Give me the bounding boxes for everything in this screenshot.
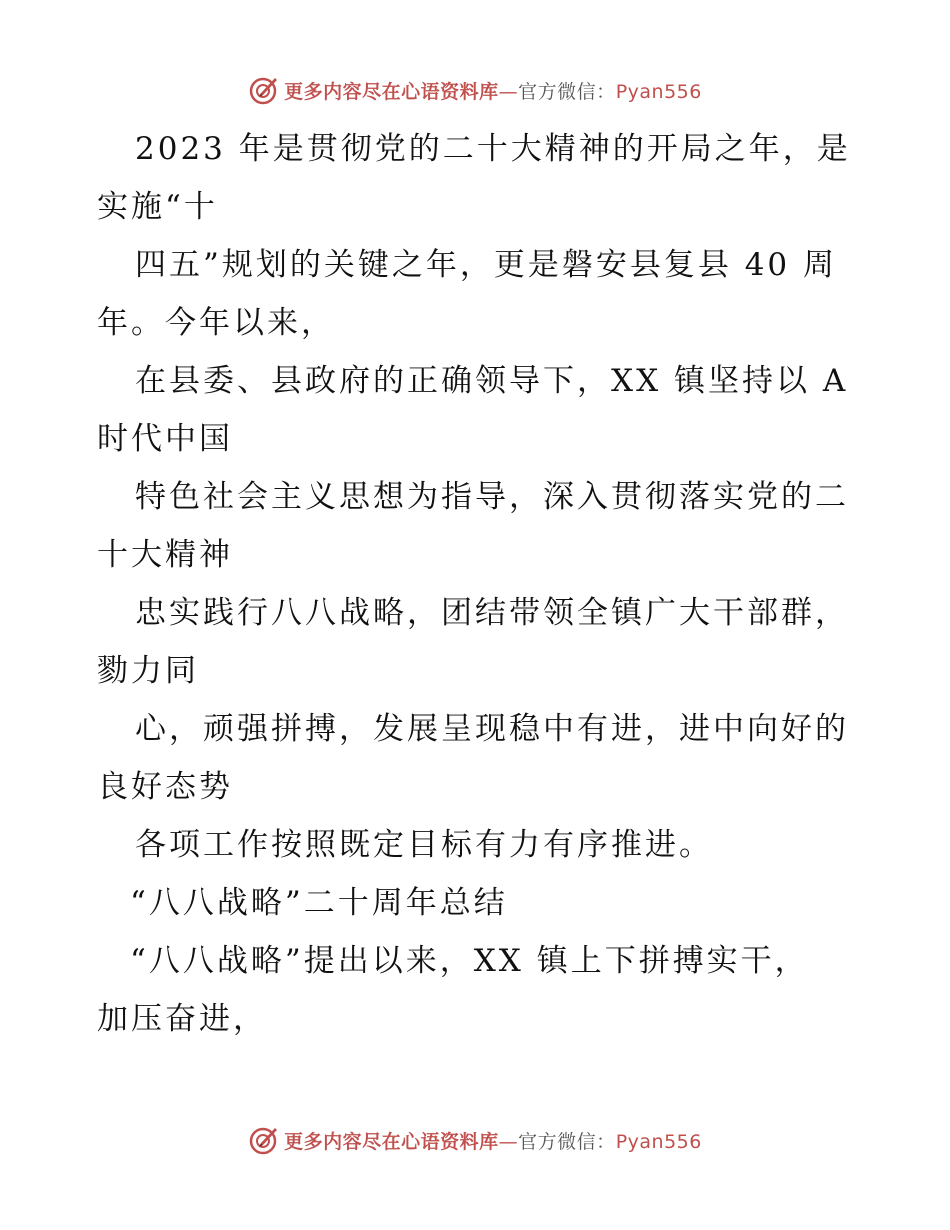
banner-dash: — [498,1130,519,1153]
banner-wechat-id: Pyan556 [615,80,702,103]
banner-dash: — [498,80,519,103]
section-heading: “八八战略”二十周年总结 [130,885,508,921]
body-line: 勠力同 [97,653,199,689]
document-body [97,120,857,1048]
banner-sub-text: 官方微信： [518,1130,616,1153]
body-line: 2023 年是贯彻党的二十大精神的开局之年，是 [135,131,851,167]
body-line: 在县委、县政府的正确领导下，XX 镇坚持以 A [135,363,849,399]
body-line: 加压奋进， [97,1001,267,1037]
banner-main-text: 更多内容尽在心语资料库 [284,1130,499,1153]
body-line: “八八战略”提出以来，XX 镇上下拼搏实干， [130,943,809,979]
body-line: 十大精神 [97,537,233,573]
body-line: 忠实践行八八战略，团结带领全镇广大干部群， [135,595,849,631]
banner-sub-text: 官方微信： [518,80,616,103]
body-line: 心，顽强拼搏，发展呈现稳中有进，进中向好的 [135,711,849,747]
body-line: 实施“十 [97,189,218,225]
body-line: 时代中国 [97,421,233,457]
banner-main-text: 更多内容尽在心语资料库 [284,80,499,103]
header-banner [0,70,950,110]
body-line: 四五”规划的关键之年，更是磐安县复县 40 周 [135,247,838,283]
footer-banner [0,1120,950,1160]
banner-wechat-id: Pyan556 [615,1130,702,1153]
body-line: 年。今年以来， [97,305,335,341]
body-line: 特色社会主义思想为指导，深入贯彻落实党的二 [135,479,849,515]
pen-logo-icon [248,74,280,106]
pen-logo-icon [248,1124,280,1156]
body-line: 各项工作按照既定目标有力有序推进。 [135,827,713,863]
body-line: 良好态势 [97,769,233,805]
